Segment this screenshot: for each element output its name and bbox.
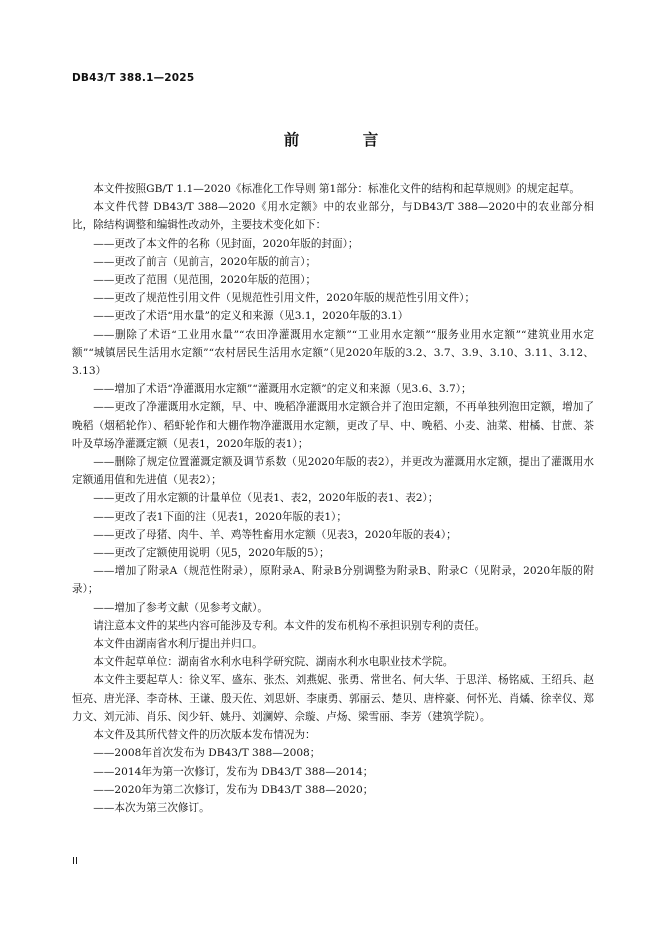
- change-item: ——更改了前言（见前言，2020年版的前言）；: [93, 255, 317, 268]
- change-item: ——更改了净灌溉用水定额，早、中、晚稻净灌溉用水定额合并了泡田定额，不再单独列泡田定额，增加了晚稻（烟稻轮作）、稻虾轮作和大棚作物净灌溉用水定额，更改了早、中、晚稻、小麦、油菜、柑橘、甘蔗、茶叶及草场净灌溉定额（见表1，2020年版的表1）；: [72, 401, 594, 450]
- change-item: ——删除了术语“工业用水量”“农田净灌溉用水定额”“工业用水定额”“服务业用水定额”“建筑业用水定额”“城镇居民生活用水定额”“农村居民生活用水定额”（见2020年版的3.2、3.7、3.9、3.10、3.11、3.12、3.13）: [72, 328, 594, 378]
- patent-notice: 请注意本文件的某些内容可能涉及专利。本文件的发布机构不承担识别专利的责任。: [93, 619, 486, 632]
- paragraph: 本文件按照GB/T 1.1—2020《标准化工作导则 第1部分：标准化文件的结构和起草规则》的规定起草。: [93, 183, 580, 195]
- document-code: DB43/T 388.1—2025: [72, 72, 195, 84]
- version-item: ——2014年为第一次修订，发布为 DB43/T 388—2014；: [93, 765, 374, 778]
- paragraph: 本文件及其所代替文件的历次版本发布情况为：: [93, 729, 316, 742]
- version-item: ——本次为第三次修订。: [93, 801, 210, 814]
- change-item: ——增加了术语“净灌溉用水定额”“灌溉用水定额”的定义和来源（见3.6、3.7）；: [93, 383, 472, 396]
- drafting-units: 本文件起草单位：湖南省水利水电科学研究院、湖南水利水电职业技术学院。: [93, 656, 454, 669]
- version-item: ——2020年为第二次修订，发布为 DB43/T 388—2020；: [93, 783, 374, 796]
- page-title: 前 言: [283, 131, 403, 149]
- paragraph: 本文件代替 DB43/T 388—2020《用水定额》中的农业部分，与DB43/T 388—2020中的农业部分相比，除结构调整和编辑性改动外，主要技术变化如下：: [72, 201, 594, 232]
- change-item: ——增加了附录A（规范性附录），原附录A、附录B分别调整为附录B、附录C（见附录，2020年版的附录）；: [72, 565, 594, 596]
- change-item: ——更改了表1下面的注（见表1，2020年版的表1）；: [93, 510, 347, 523]
- change-item: ——更改了范围（见范围，2020年版的范围）；: [93, 274, 317, 287]
- change-item: ——更改了规范性引用文件（见规范性引用文件，2020年版的规范性引用文件）；: [93, 292, 476, 305]
- drafters: 本文件主要起草人：徐义军、盛东、张杰、刘燕妮、张勇、常世名、何大华、于思洋、杨铭威、王绍兵、赵恒亮、唐光泽、李奇林、王谦、殷天佐、刘思妍、李康勇、郭丽云、楚贝、唐梓豪、何怀光、肖燏、徐幸仪、郑力文、刘元沛、肖乐、闵少轩、姚丹、刘澜婷、佘璇、卢炀、梁雪丽、李芳（建筑学院）。: [72, 674, 594, 723]
- change-item: ——更改了术语“用水量”的定义和来源（见3.1，2020年版的3.1）: [93, 310, 409, 323]
- change-item: ——增加了参考文献（见参考文献）。: [93, 601, 268, 614]
- version-item: ——2008年首次发布为 DB43/T 388—2008；: [93, 747, 321, 760]
- proposer: 本文件由湖南省水利厅提出并归口。: [93, 638, 263, 651]
- change-item: ——更改了母猪、肉牛、羊、鸡等牲畜用水定额（见表3，2020年版的表4）；: [93, 528, 457, 541]
- page-number: II: [72, 856, 78, 867]
- change-item: ——更改了本文件的名称（见封面，2020年版的封面）；: [93, 237, 359, 250]
- foreword-body: [72, 180, 594, 817]
- change-item: ——更改了用水定额的计量单位（见表1、表2，2020年版的表1、表2）；: [93, 492, 439, 505]
- change-item: ——删除了规定位置灌溉定额及调节系数（见2020年版的表2），并更改为灌溉用水定额，提出了灌溉用水定额通用值和先进值（见表2）；: [72, 456, 594, 487]
- change-item: ——更改了定额使用说明（见5，2020年版的5）；: [93, 547, 330, 560]
